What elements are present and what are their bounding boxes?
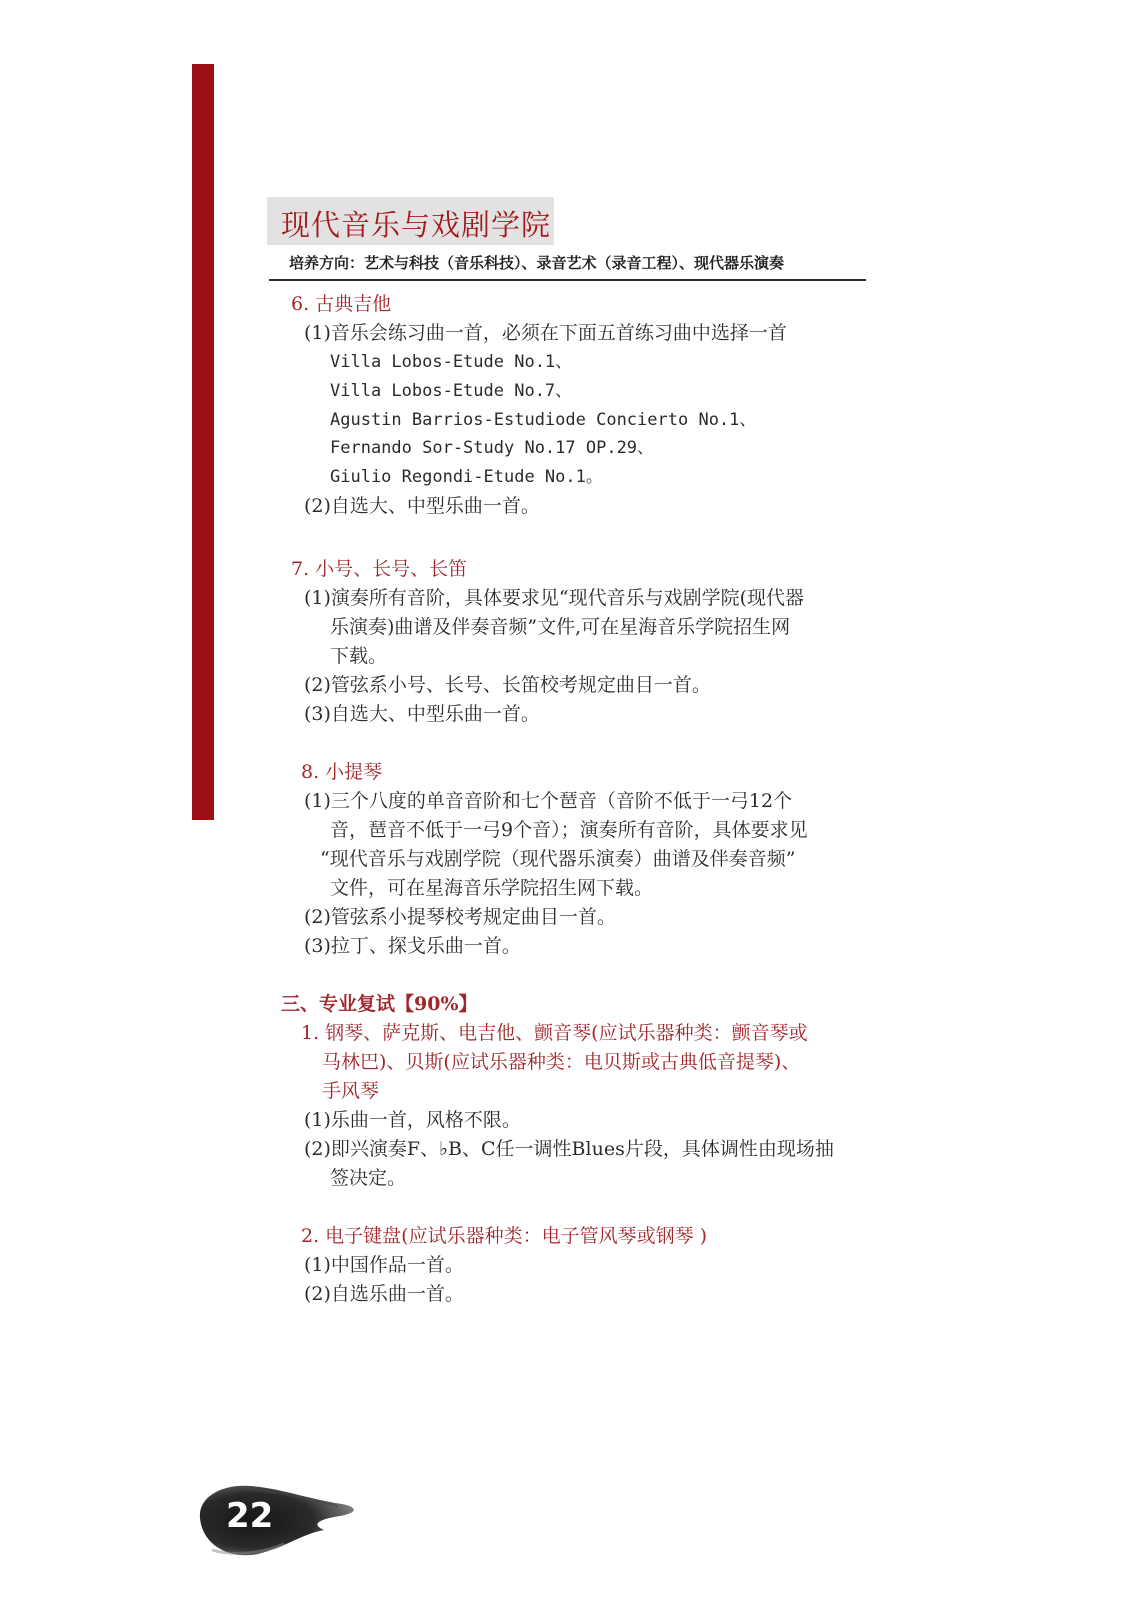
violin-item: (3)拉丁、探戈乐曲一首。 — [304, 935, 521, 957]
violin-item: “现代音乐与戏剧学院（现代器乐演奏）曲谱及伴奏音频” — [320, 848, 796, 870]
retest-subheading: 1. 钢琴、萨克斯、电吉他、颤音琴(应试乐器种类：颤音琴或 — [301, 1022, 808, 1044]
ink-brush-stroke-icon — [192, 1480, 362, 1560]
brass-item: (1)演奏所有音阶，具体要求见“现代音乐与戏剧学院(现代器 — [304, 587, 805, 609]
retest-item: (1)乐曲一首，风格不限。 — [304, 1109, 521, 1131]
retest-subheading: 马林巴)、贝斯(应试乐器种类：电贝斯或古典低音提琴)、 — [322, 1051, 801, 1073]
page-title: 现代音乐与戏剧学院 — [281, 208, 552, 242]
violin-item: (1)三个八度的单音音阶和七个琶音（音阶不低于一弓12个 — [304, 790, 793, 812]
section-heading-guitar: 6. 古典吉他 — [291, 293, 392, 315]
violin-item: 音，琶音不低于一弓9个音）；演奏所有音阶，具体要求见 — [330, 819, 808, 841]
violin-item: 文件，可在星海音乐学院招生网下载。 — [330, 877, 654, 899]
retest-subheading: 手风琴 — [322, 1080, 380, 1102]
page-number: 22 — [226, 1496, 274, 1536]
violin-item: (2)管弦系小提琴校考规定曲目一首。 — [304, 906, 616, 928]
decorative-side-bar — [192, 64, 214, 820]
section-heading-retest: 三、专业复试【90%】 — [281, 993, 478, 1015]
title-box — [267, 197, 554, 245]
guitar-etude: Villa Lobos-Etude No.1、 — [330, 352, 573, 372]
guitar-etude: Giulio Regondi-Etude No.1。 — [330, 467, 603, 487]
brass-item: 乐演奏)曲谱及伴奏音频”文件,可在星海音乐学院招生网 — [330, 616, 791, 638]
header-divider — [269, 279, 866, 281]
retest-subheading-keyboard: 2. 电子键盘(应试乐器种类：电子管风琴或钢琴 ) — [301, 1225, 708, 1247]
guitar-etude: Fernando Sor-Study No.17 OP.29、 — [330, 438, 655, 458]
brass-item: (3)自选大、中型乐曲一首。 — [304, 703, 540, 725]
retest-item: (1)中国作品一首。 — [304, 1254, 464, 1276]
guitar-item: (2)自选大、中型乐曲一首。 — [304, 495, 540, 517]
brass-item: (2)管弦系小号、长号、长笛校考规定曲目一首。 — [304, 674, 711, 696]
guitar-etude: Villa Lobos-Etude No.7、 — [330, 381, 573, 401]
section-heading-brass: 7. 小号、长号、长笛 — [291, 558, 468, 580]
page-subtitle: 培养方向：艺术与科技（音乐科技）、录音艺术（录音工程）、现代器乐演奏 — [289, 254, 785, 272]
retest-item: (2)即兴演奏F、♭B、C任一调性Blues片段，具体调性由现场抽 — [304, 1138, 834, 1160]
section-heading-violin: 8. 小提琴 — [301, 761, 383, 783]
retest-item: (2)自选乐曲一首。 — [304, 1283, 464, 1305]
brass-item: 下载。 — [330, 645, 388, 667]
guitar-etude: Agustin Barrios-Estudiode Concierto No.1、 — [330, 410, 757, 430]
page-number-badge — [192, 1480, 362, 1560]
guitar-item: (1)音乐会练习曲一首，必须在下面五首练习曲中选择一首 — [304, 322, 787, 344]
retest-item: 签决定。 — [330, 1167, 407, 1189]
